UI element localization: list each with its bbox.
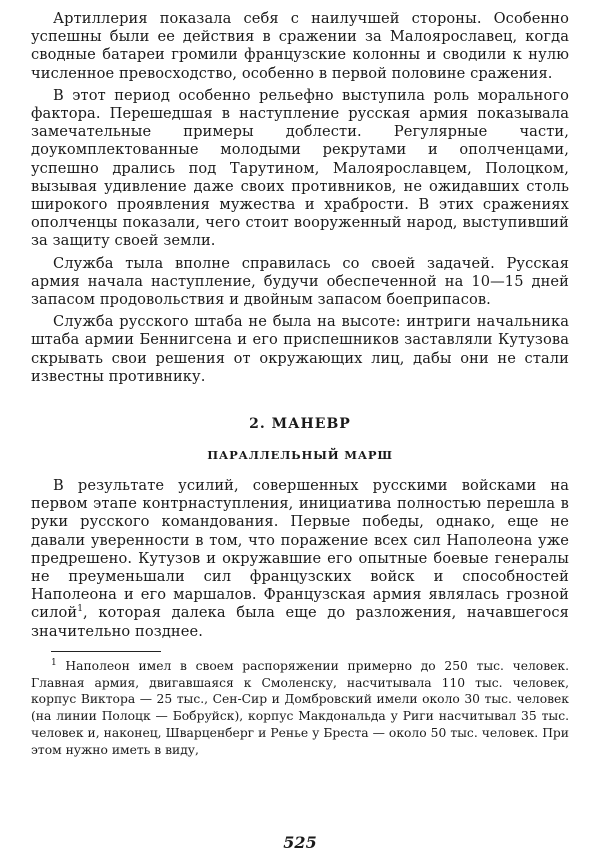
footnote-marker: 1 <box>51 657 57 668</box>
paragraph-logistics: Служба тыла вполне справилась со своей задачей. Русская армия начала наступление, будучи обеспеченной на 10—15 дней запасом продовольствия и двойным запасом боеприпасов. <box>31 254 569 309</box>
paragraph-initiative <box>31 477 569 641</box>
section-spacer <box>31 386 569 406</box>
paragraph-artillery: Артиллерия показала себя с наилучшей стороны. Особенно успешны были ее действия в сражении за Малоярославец, когда сводные батареи громили французские колонны и сводили к нулю численное превосходство, особенно в первой половине сражения. <box>31 10 569 82</box>
paragraph-initiative-text: В результате усилий, совершенных русскими войсками на первом этапе контрнаступления, инициатива полностью перешла в руки русского командования. Первые победы, однако, еще не давали уверенности в том, что поражение всех сил Наполеона уже предрешено. Кутузов и окружавшие его опытные боевые генералы не преуменьшали сил французских войск и способностей Наполеона и его маршалов. Французская армия являлась грозной силой <box>31 477 569 622</box>
footnote-divider <box>51 651 161 652</box>
paragraph-initiative-tail: , которая далека была еще до разложения, начавшегося значительно позднее. <box>31 604 569 640</box>
page-number: 525 <box>283 833 317 852</box>
footnote-reference: 1 <box>77 604 84 615</box>
subsection-heading: ПАРАЛЛЕЛЬНЫЙ МАРШ <box>207 448 393 463</box>
footnote <box>31 658 569 759</box>
section-heading: 2. МАНЕВР <box>249 416 351 433</box>
footnote-text: Наполеон имел в своем распоряжении примерно до 250 тыс. человек. Главная армия, двигавшаяся к Смоленску, насчитывала 110 тыс. человек, корпус Виктора — 25 тыс., Сен-Сир и Домбровский имели около 30 тыс. человек (на линии Полоцк — Бобруйск), корпус Макдональда у Риги насчитывал 35 тыс. человек и, наконец, Шварценберг и Ренье у Бреста — около 50 тыс. человек. При этом нужно иметь в виду, <box>31 658 569 757</box>
paragraph-staff: Служба русского штаба не была на высоте: интриги начальника штаба армии Беннигсена и его приспешников заставляли Кутузова скрывать свои решения от окружающих лиц, дабы они не стали известны противнику. <box>31 313 569 385</box>
paragraph-morale: В этот период особенно рельефно выступила роль морального фактора. Перешедшая в наступление русская армия показывала замечательные примеры доблести. Регулярные части, доукомплектованные молодыми рекрутами и ополченцами, успешно дрались под Тарутином, Малоярославцем, Полоцком, вызывая удивление даже своих противников, не ожидавших столь широкого проявления мужества и храбрости. В этих сражениях ополченцы показали, чего стоит вооруженный народ, выступивший за защиту своей земли. <box>31 86 569 250</box>
